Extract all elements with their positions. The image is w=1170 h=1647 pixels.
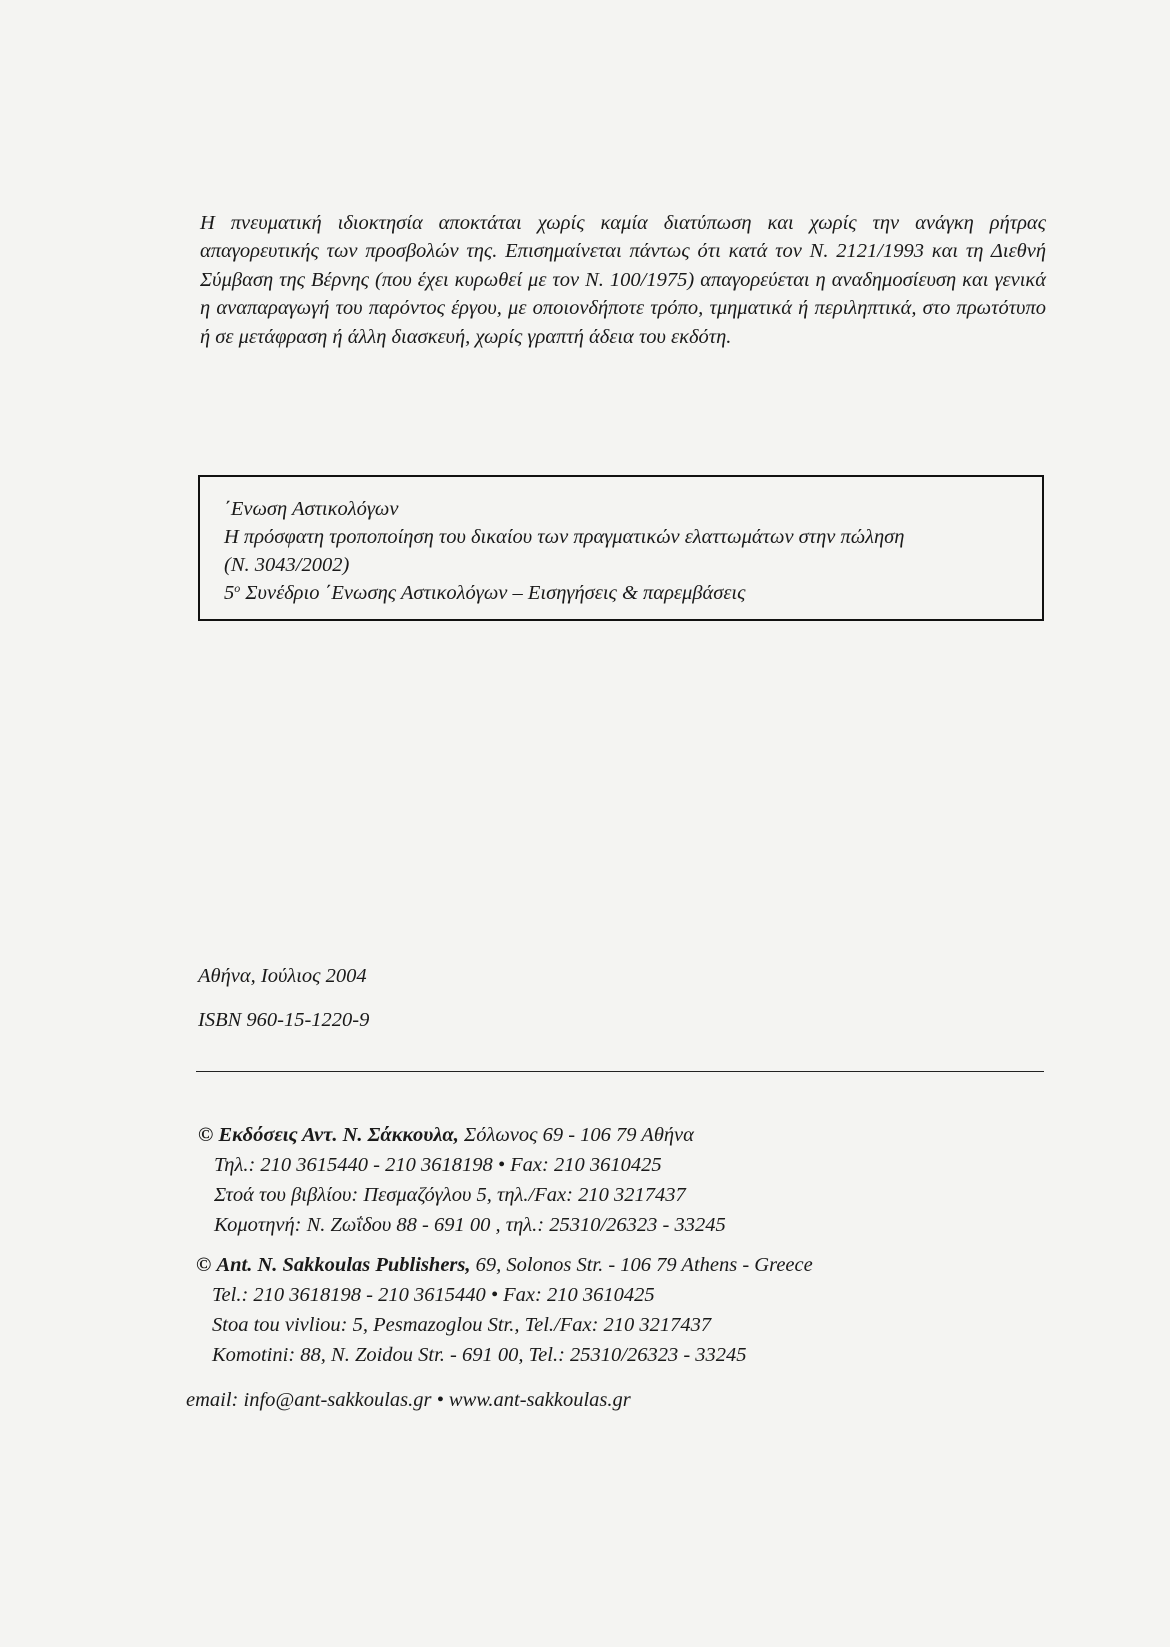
- isbn: ISBN 960-15-1220-9: [198, 1009, 370, 1031]
- publisher-greek-header: [198, 1120, 726, 1150]
- cip-record-box: [198, 475, 1044, 621]
- cip-congress-text: Συνέδριο ΄Ενωσης Αστικολόγων – Εισηγήσεις & παρεμβάσεις: [240, 582, 746, 604]
- publisher-greek-komotini: Κομοτηνή: Ν. Ζωΐδου 88 - 691 00 , τηλ.: 25310/26323 - 33245: [214, 1214, 726, 1236]
- place-date: Αθήνα, Ιούλιος 2004: [198, 965, 367, 987]
- cip-congress-number: 5: [224, 582, 235, 604]
- divider-line: [196, 1071, 1044, 1072]
- publisher-english-komotini: Komotini: 88, N. Zoidou Str. - 691 00, Tel.: 25310/26323 - 33245: [212, 1344, 747, 1366]
- cip-congress: [224, 579, 1042, 607]
- cip-title: Η πρόσφατη τροποποίηση του δικαίου των πραγματικών ελαττωμάτων στην πώληση: [224, 526, 905, 548]
- publisher-english-name: Ant. N. Sakkoulas Publishers,: [216, 1254, 471, 1276]
- publisher-greek-address: Σόλωνος 69 - 106 79 Αθήνα: [464, 1124, 694, 1146]
- publisher-greek-bookstore: Στοά του βιβλίου: Πεσμαζόγλου 5, τηλ./Fax: 210 3217437: [214, 1184, 686, 1206]
- cip-author: ΄Ενωση Αστικολόγων: [224, 498, 399, 520]
- publisher-english-block: [196, 1250, 813, 1370]
- cip-law: (Ν. 3043/2002): [224, 554, 350, 576]
- publisher-greek-phone: Τηλ.: 210 3615440 - 210 3618198 • Fax: 210 3610425: [214, 1154, 662, 1176]
- publisher-english-bookstore: Stoa tou vivliou: 5, Pesmazoglou Str., Tel./Fax: 210 3217437: [212, 1314, 712, 1336]
- publisher-greek-name: Εκδόσεις Αντ. Ν. Σάκκουλα,: [218, 1124, 459, 1146]
- publisher-english-header: [196, 1250, 813, 1280]
- publisher-english-phone: Tel.: 210 3618198 - 210 3615440 • Fax: 210 3610425: [212, 1284, 655, 1306]
- publisher-greek-block: [198, 1120, 726, 1240]
- publisher-english-address: 69, Solonos Str. - 106 79 Athens - Greece: [475, 1254, 813, 1276]
- copyright-notice: Η πνευματική ιδιοκτησία αποκτάται χωρίς καμία διατύπωση και χωρίς την ανάγκη ρήτρας απαγορευτικής των προσβολών της. Επισημαίνεται πάντως ότι κατά τον Ν. 2121/1993 και τη Διεθνή Σύμβαση της Βέρνης (που έχει κυρωθεί με τον Ν. 100/1975) απαγορεύεται η αναδημοσίευση και γενικά η αναπαραγωγή του παρόντος έργου, με οποιονδήποτε τρόπο, τμηματικά ή περιληπτικά, στο πρωτότυπο ή σε μετάφραση ή άλλη διασκευή, χωρίς γραπτή άδεια του εκδότη.: [200, 211, 1046, 348]
- copyright-symbol: ©: [198, 1124, 214, 1146]
- contact-email-web: email: info@ant-sakkoulas.gr • www.ant-sakkoulas.gr: [186, 1389, 631, 1411]
- cip-congress-superscript: ο: [234, 581, 241, 595]
- copyright-symbol: ©: [196, 1254, 212, 1276]
